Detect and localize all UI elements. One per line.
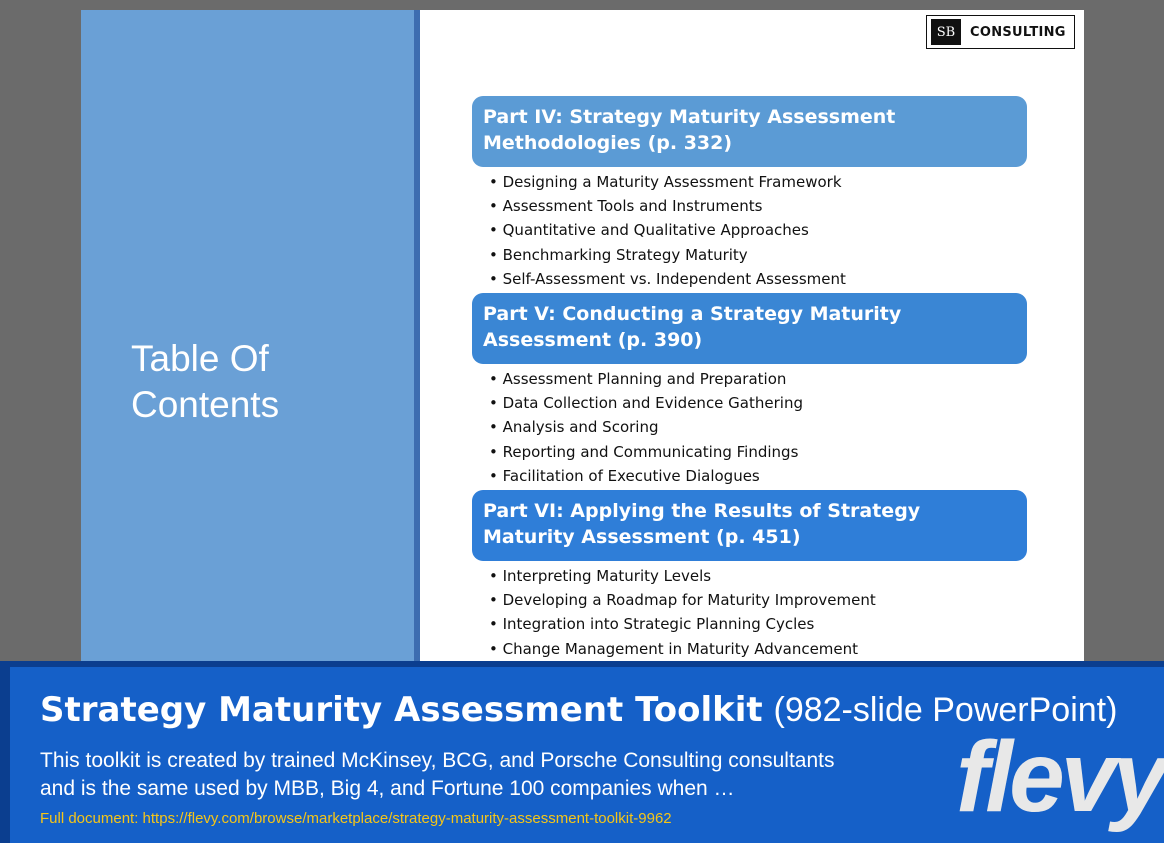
toolkit-description: This toolkit is created by trained McKinsey, BCG, and Porsche Consulting consultants and is the same used by MBB, Big 4, and Fortune 100 companies when … — [40, 749, 835, 800]
part-v-header: Part V: Conducting a Strategy Maturity Assessment (p. 390) — [472, 293, 1027, 364]
list-item: • Data Collection and Evidence Gathering — [489, 391, 1027, 415]
list-item: • Assessment Planning and Preparation — [489, 367, 1027, 391]
logo-mark: SB — [931, 19, 961, 45]
footer-panel — [10, 667, 1164, 843]
slide — [81, 10, 1084, 670]
document-link[interactable]: Full document: https://flevy.com/browse/marketplace/strategy-maturity-assessment-toolkit-9962 — [40, 810, 672, 827]
list-item: • Developing a Roadmap for Maturity Improvement — [489, 588, 1027, 612]
left-panel — [81, 10, 420, 670]
list-item: • Integration into Strategic Planning Cycles — [489, 612, 1027, 636]
part-iv-header: Part IV: Strategy Maturity Assessment Methodologies (p. 332) — [472, 96, 1027, 167]
part-v-section — [472, 293, 1027, 488]
list-item: • Reporting and Communicating Findings — [489, 440, 1027, 464]
list-item: • Interpreting Maturity Levels — [489, 564, 1027, 588]
part-vi-list — [472, 564, 1027, 661]
list-item: • Self-Assessment vs. Independent Assessment — [489, 267, 1027, 291]
part-vi-header: Part VI: Applying the Results of Strategy Maturity Assessment (p. 451) — [472, 490, 1027, 561]
toc-title: Table Of Contents — [131, 338, 280, 425]
part-v-list — [472, 367, 1027, 488]
list-item: • Assessment Tools and Instruments — [489, 194, 1027, 218]
toolkit-title: Strategy Maturity Assessment Toolkit — [40, 690, 763, 730]
list-item: • Benchmarking Strategy Maturity — [489, 243, 1027, 267]
part-iv-section — [472, 96, 1027, 291]
list-item: • Analysis and Scoring — [489, 415, 1027, 439]
list-item: • Quantitative and Qualitative Approaches — [489, 218, 1027, 242]
logo-text: CONSULTING — [970, 24, 1066, 40]
part-iv-list — [472, 170, 1027, 291]
list-item: • Designing a Maturity Assessment Framework — [489, 170, 1027, 194]
sb-consulting-logo — [926, 15, 1075, 49]
footer-banner — [0, 661, 1164, 843]
part-vi-section — [472, 490, 1027, 661]
list-item: • Facilitation of Executive Dialogues — [489, 464, 1027, 488]
flevy-logo: flevy — [956, 721, 1164, 833]
list-item: • Change Management in Maturity Advancement — [489, 637, 1027, 661]
toolkit-subtitle: (982-slide PowerPoint) — [773, 691, 1118, 729]
